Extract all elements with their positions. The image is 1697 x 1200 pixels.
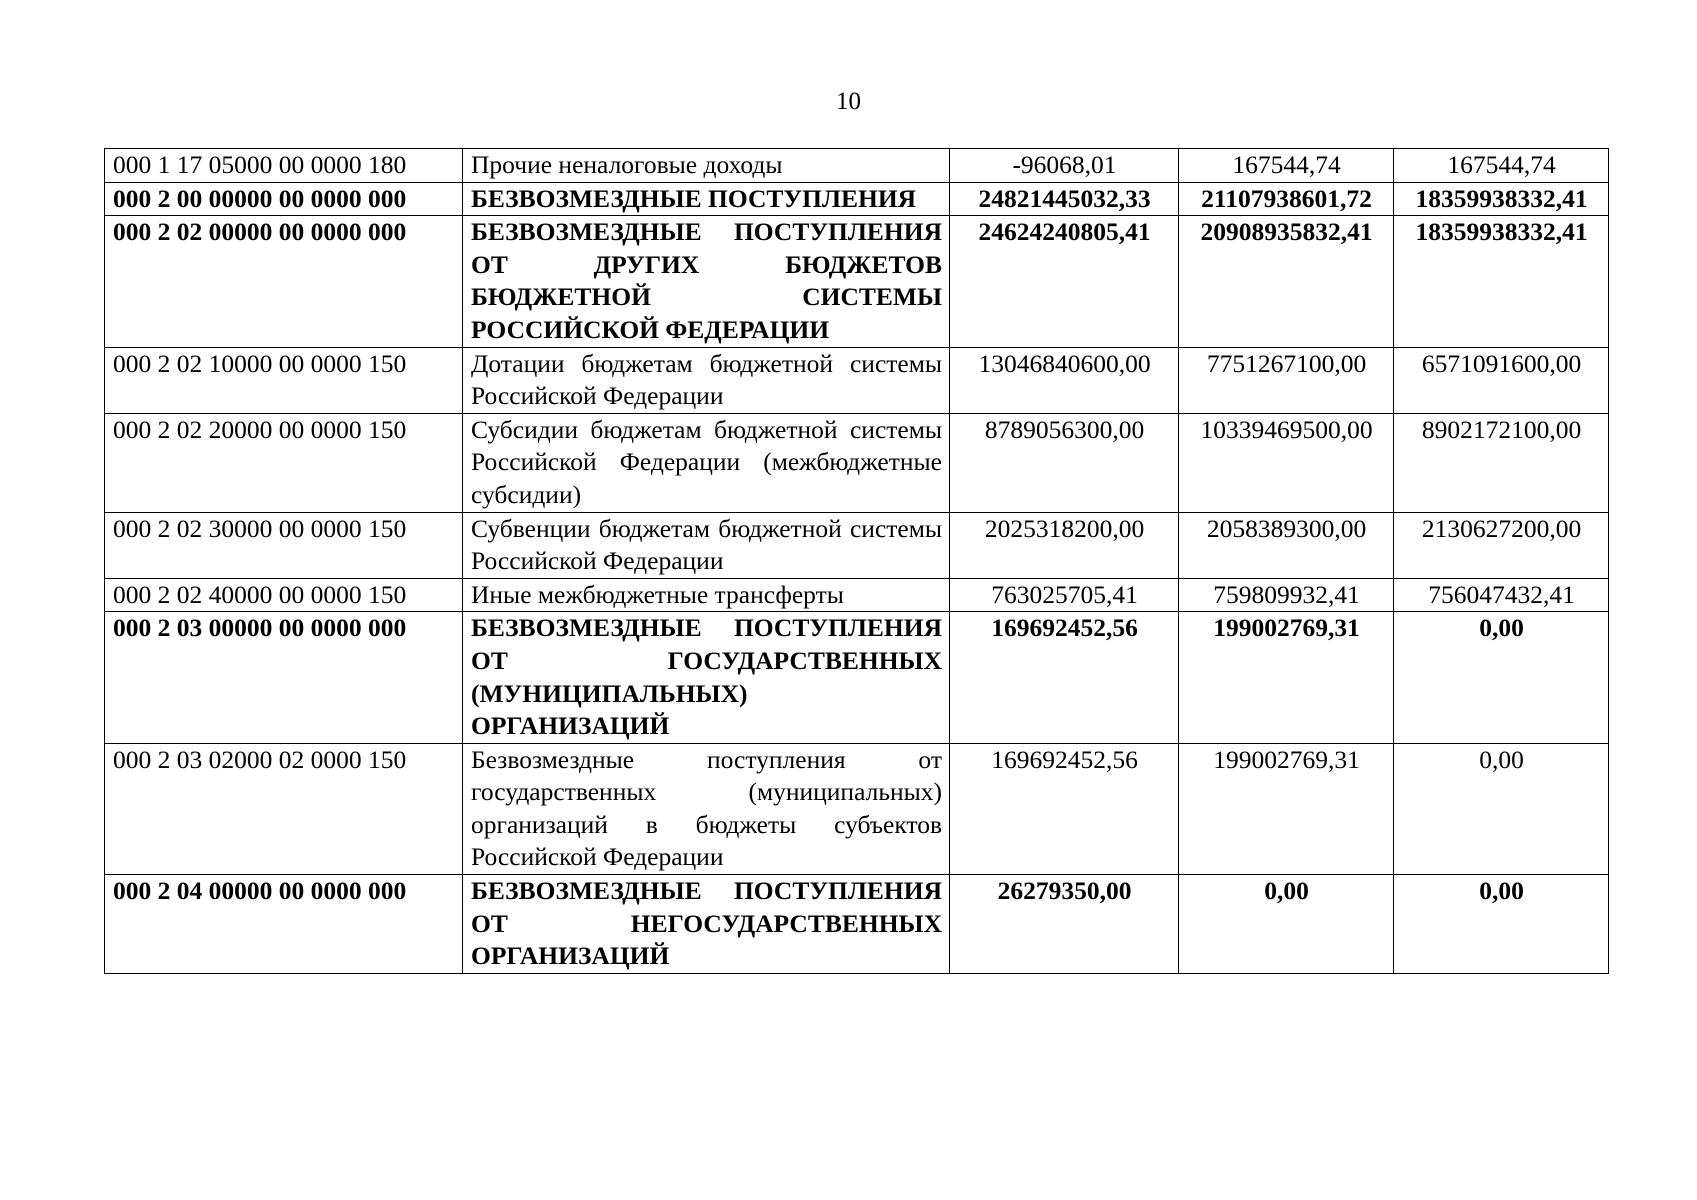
budget-code-cell: 000 2 02 20000 00 0000 150 — [105, 413, 463, 512]
page-number: 10 — [836, 88, 861, 115]
revenue-name-cell: Иные межбюджетные трансферты — [463, 578, 950, 612]
table-row — [105, 347, 1609, 413]
value-cell-1: 24624240805,41 — [950, 216, 1179, 347]
table-row — [105, 578, 1609, 612]
value-cell-3: 756047432,41 — [1394, 578, 1609, 612]
value-cell-1: 2025318200,00 — [950, 512, 1179, 578]
revenue-name-cell: БЕЗВОЗМЕЗДНЫЕ ПОСТУПЛЕНИЯ ОТ ГОСУДАРСТВЕННЫХ (МУНИЦИПАЛЬНЫХ) ОРГАНИЗАЦИЙ — [463, 612, 950, 743]
value-cell-3: 0,00 — [1394, 743, 1609, 874]
value-cell-2: 0,00 — [1179, 875, 1394, 974]
value-cell-3: 0,00 — [1394, 612, 1609, 743]
value-cell-3: 8902172100,00 — [1394, 413, 1609, 512]
value-cell-3: 2130627200,00 — [1394, 512, 1609, 578]
table-row — [105, 612, 1609, 743]
revenue-name-cell: БЕЗВОЗМЕЗДНЫЕ ПОСТУПЛЕНИЯ ОТ НЕГОСУДАРСТВЕННЫХ ОРГАНИЗАЦИЙ — [463, 875, 950, 974]
budget-code-cell: 000 2 02 00000 00 0000 000 — [105, 216, 463, 347]
revenue-name-cell: Прочие неналоговые доходы — [463, 149, 950, 183]
value-cell-2: 10339469500,00 — [1179, 413, 1394, 512]
value-cell-2: 2058389300,00 — [1179, 512, 1394, 578]
revenue-name-cell: Субвенции бюджетам бюджетной системы Российской Федерации — [463, 512, 950, 578]
value-cell-1: 169692452,56 — [950, 612, 1179, 743]
budget-code-cell: 000 2 02 40000 00 0000 150 — [105, 578, 463, 612]
value-cell-2: 167544,74 — [1179, 149, 1394, 183]
value-cell-3: 167544,74 — [1394, 149, 1609, 183]
value-cell-1: 24821445032,33 — [950, 182, 1179, 216]
budget-code-cell: 000 2 04 00000 00 0000 000 — [105, 875, 463, 974]
budget-code-cell: 000 2 02 30000 00 0000 150 — [105, 512, 463, 578]
value-cell-2: 20908935832,41 — [1179, 216, 1394, 347]
value-cell-3: 0,00 — [1394, 875, 1609, 974]
budget-code-cell: 000 2 03 00000 00 0000 000 — [105, 612, 463, 743]
table-row — [105, 875, 1609, 974]
value-cell-2: 7751267100,00 — [1179, 347, 1394, 413]
budget-code-cell: 000 2 00 00000 00 0000 000 — [105, 182, 463, 216]
value-cell-2: 199002769,31 — [1179, 612, 1394, 743]
table-row — [105, 743, 1609, 874]
revenue-name-cell: Субсидии бюджетам бюджетной системы Российской Федерации (межбюджетные субсидии) — [463, 413, 950, 512]
table-row — [105, 216, 1609, 347]
value-cell-1: 26279350,00 — [950, 875, 1179, 974]
value-cell-2: 21107938601,72 — [1179, 182, 1394, 216]
revenue-name-cell: БЕЗВОЗМЕЗДНЫЕ ПОСТУПЛЕНИЯ ОТ ДРУГИХ БЮДЖЕТОВ БЮДЖЕТНОЙ СИСТЕМЫ РОССИЙСКОЙ ФЕДЕРАЦИИ — [463, 216, 950, 347]
budget-revenue-table — [104, 148, 1609, 974]
value-cell-1: -96068,01 — [950, 149, 1179, 183]
table-row — [105, 182, 1609, 216]
value-cell-3: 18359938332,41 — [1394, 216, 1609, 347]
value-cell-3: 18359938332,41 — [1394, 182, 1609, 216]
revenue-name-cell: Безвозмездные поступления от государственных (муниципальных) организаций в бюджеты субъектов Российской Федерации — [463, 743, 950, 874]
table-row — [105, 413, 1609, 512]
budget-code-cell: 000 2 03 02000 02 0000 150 — [105, 743, 463, 874]
revenue-name-cell: Дотации бюджетам бюджетной системы Российской Федерации — [463, 347, 950, 413]
budget-code-cell: 000 2 02 10000 00 0000 150 — [105, 347, 463, 413]
value-cell-2: 759809932,41 — [1179, 578, 1394, 612]
value-cell-3: 6571091600,00 — [1394, 347, 1609, 413]
budget-code-cell: 000 1 17 05000 00 0000 180 — [105, 149, 463, 183]
value-cell-1: 169692452,56 — [950, 743, 1179, 874]
value-cell-1: 8789056300,00 — [950, 413, 1179, 512]
table-row — [105, 149, 1609, 183]
revenue-name-cell: БЕЗВОЗМЕЗДНЫЕ ПОСТУПЛЕНИЯ — [463, 182, 950, 216]
value-cell-1: 763025705,41 — [950, 578, 1179, 612]
value-cell-1: 13046840600,00 — [950, 347, 1179, 413]
value-cell-2: 199002769,31 — [1179, 743, 1394, 874]
table-row — [105, 512, 1609, 578]
